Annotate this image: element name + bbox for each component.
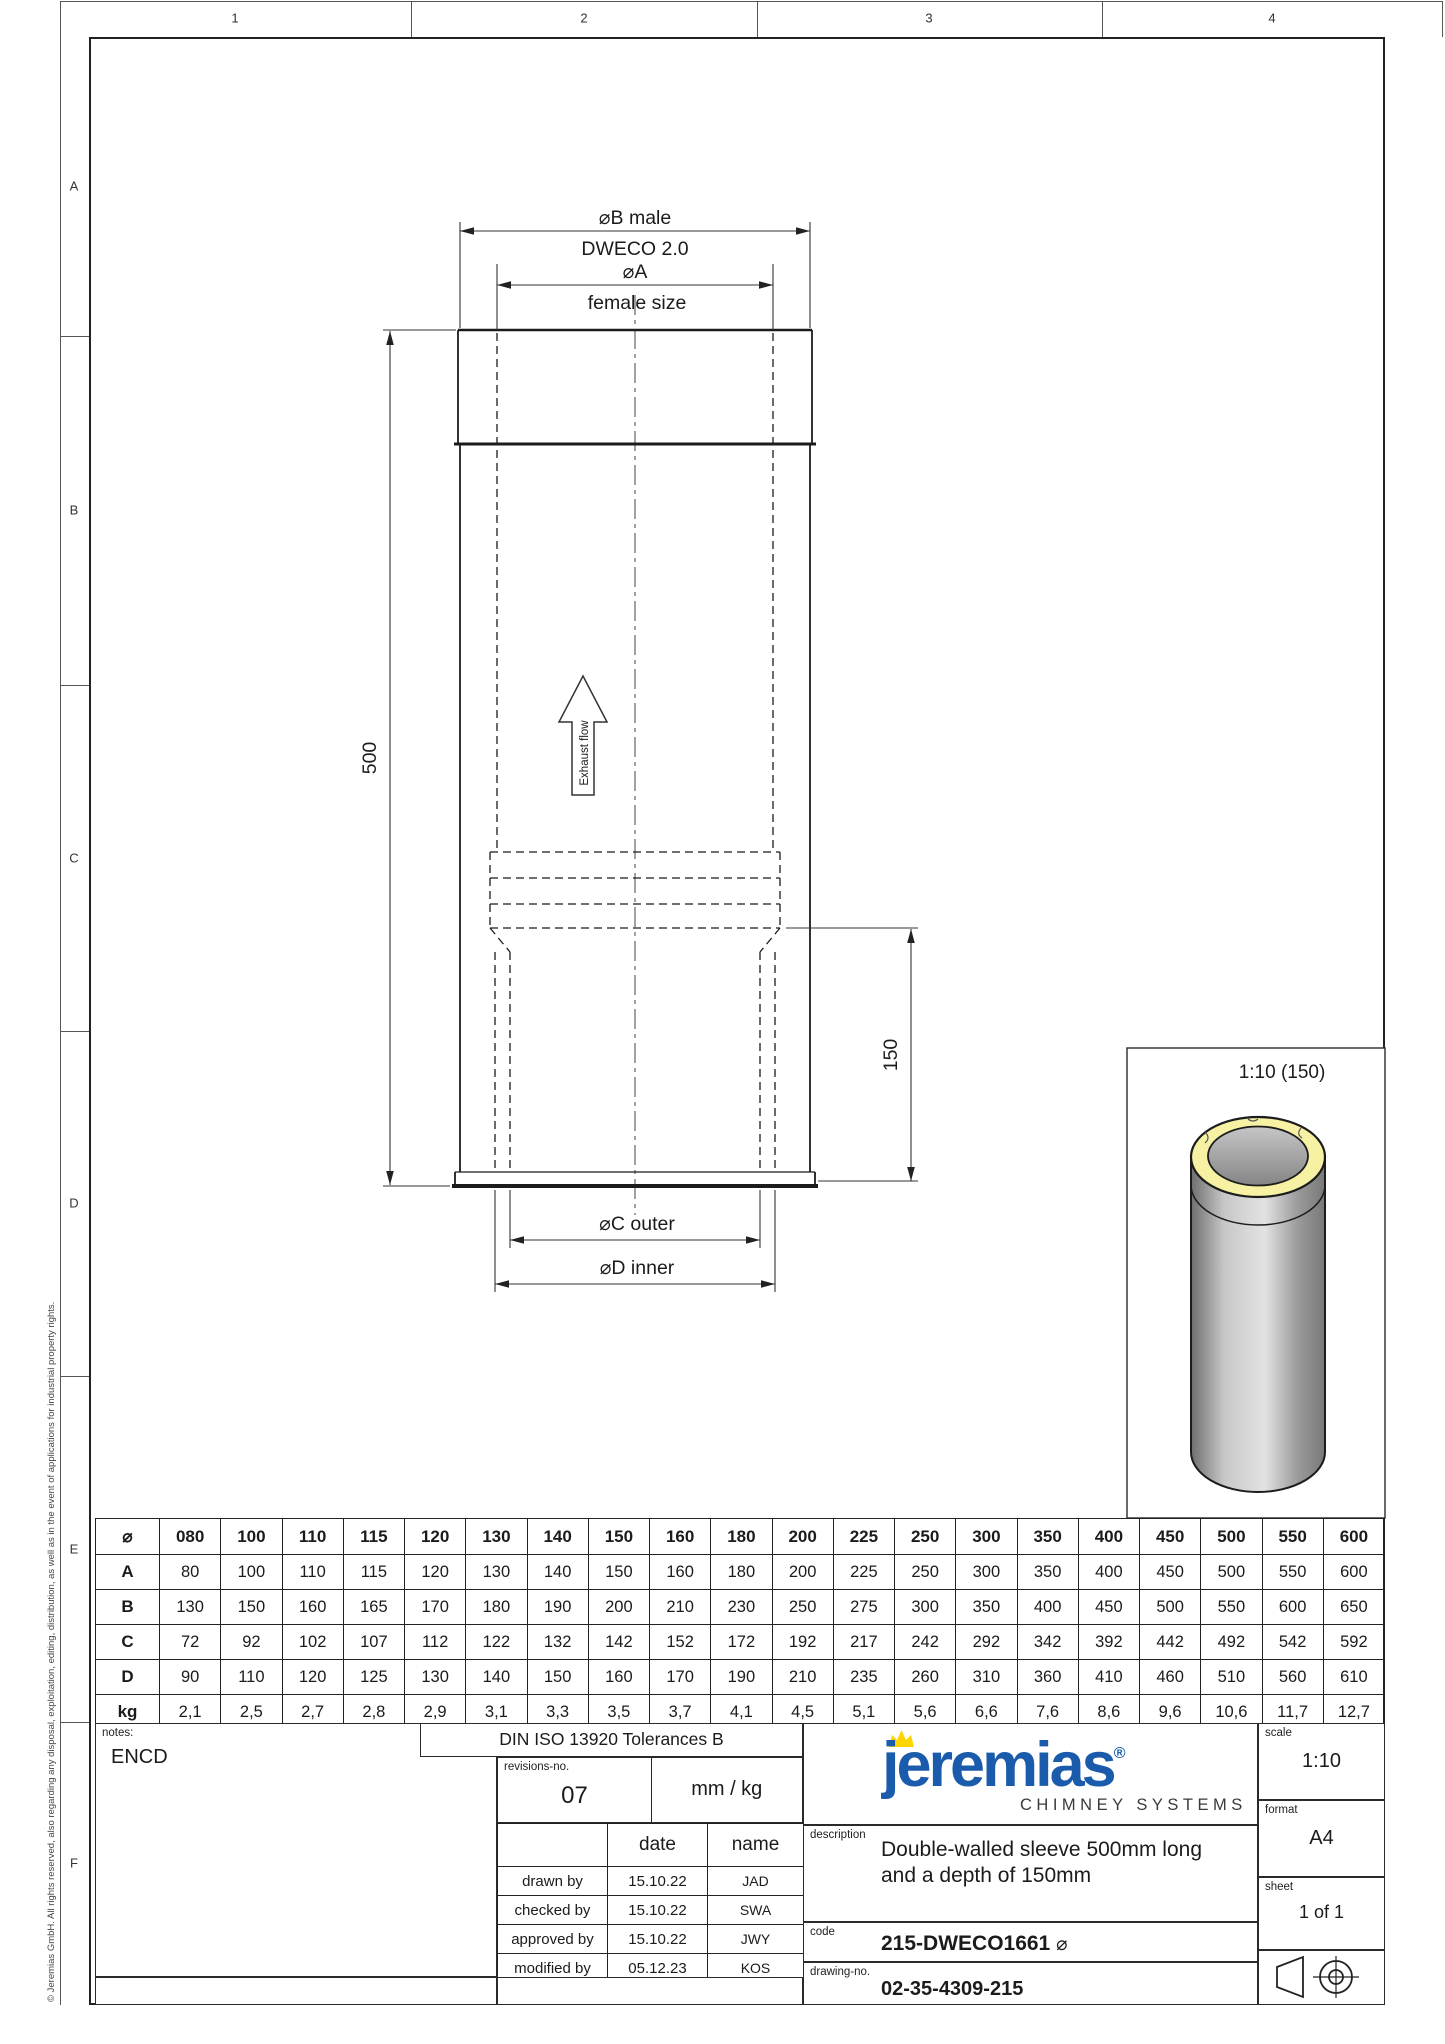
size-table-cell: 107 (343, 1625, 404, 1660)
signature-cell: approved by (498, 1925, 608, 1954)
description-box (803, 1825, 1258, 1922)
units-value: mm / kg (691, 1778, 763, 1800)
size-table-cell: 2,7 (282, 1695, 343, 1730)
size-table-cell: 500 (1201, 1519, 1262, 1555)
size-table-cell: 72 (160, 1625, 221, 1660)
size-table-cell: 120 (405, 1555, 466, 1590)
size-table-cell: 142 (588, 1625, 649, 1660)
size-table-cell: 210 (772, 1660, 833, 1695)
size-table-cell: 350 (956, 1590, 1017, 1625)
size-table-cell: 550 (1262, 1519, 1323, 1555)
size-table-cell: 150 (221, 1590, 282, 1625)
sheet-box (1258, 1877, 1385, 1950)
size-table-cell: 550 (1262, 1555, 1323, 1590)
row-label: F (70, 1855, 78, 1871)
size-table-cell: 190 (711, 1660, 772, 1695)
size-table-cell: 160 (650, 1519, 711, 1555)
size-table-cell: 110 (282, 1555, 343, 1590)
size-table-cell: 492 (1201, 1625, 1262, 1660)
code-box (803, 1922, 1258, 1962)
size-table-cell: 242 (895, 1625, 956, 1660)
size-table-cell: 4,1 (711, 1695, 772, 1730)
column-label: 1 (231, 10, 239, 26)
size-table-cell: 235 (833, 1660, 894, 1695)
signature-cell: KOS (708, 1954, 804, 1983)
size-table-cell: 080 (160, 1519, 221, 1555)
size-table-row (96, 1555, 1385, 1590)
signature-cell: JWY (708, 1925, 804, 1954)
size-table-cell: 230 (711, 1590, 772, 1625)
signature-cell: checked by (498, 1896, 608, 1925)
size-table-cell: 4,5 (772, 1695, 833, 1730)
size-table-cell: 300 (956, 1519, 1017, 1555)
size-table-row (96, 1590, 1385, 1625)
size-table-cell: 152 (650, 1625, 711, 1660)
scale-label: scale (1265, 1727, 1292, 1739)
size-table-cell: 450 (1140, 1555, 1201, 1590)
size-table-cell: 550 (1201, 1590, 1262, 1625)
size-table-cell: 115 (343, 1555, 404, 1590)
signature-header-blank (498, 1824, 608, 1867)
code-label: code (810, 1926, 835, 1938)
projection-box (1258, 1950, 1385, 2005)
size-table-cell: 250 (895, 1555, 956, 1590)
signature-cell: drawn by (498, 1867, 608, 1896)
signature-cell: 15.10.22 (608, 1896, 708, 1925)
size-table-cell: 500 (1140, 1590, 1201, 1625)
size-table-cell: 3,5 (588, 1695, 649, 1730)
size-table (95, 1518, 1385, 1730)
scale-box (1258, 1723, 1385, 1800)
size-table-cell: A (96, 1555, 160, 1590)
sheet-value: 1 of 1 (1298, 1902, 1345, 1922)
size-table-cell: 310 (956, 1660, 1017, 1695)
dim-c-outer-label: ⌀C outer (599, 1213, 675, 1235)
size-table-cell: 102 (282, 1625, 343, 1660)
dim-a-label: ⌀A (622, 261, 648, 283)
drawing-no-value: 02-35-4309-215 (881, 1978, 1024, 2000)
row-label: A (69, 178, 79, 194)
size-table-cell: 180 (711, 1519, 772, 1555)
registered-mark: ® (1113, 1745, 1126, 1762)
size-table-cell: 132 (527, 1625, 588, 1660)
format-label: format (1265, 1804, 1298, 1816)
size-table-cell: 275 (833, 1590, 894, 1625)
dim-500-label: 500 (359, 741, 381, 775)
size-table-cell: 172 (711, 1625, 772, 1660)
size-table-cell: 160 (650, 1555, 711, 1590)
size-table-cell: 130 (160, 1590, 221, 1625)
size-table-cell: 125 (343, 1660, 404, 1695)
size-table-cell: 500 (1201, 1555, 1262, 1590)
size-table-cell: 450 (1140, 1519, 1201, 1555)
size-table-cell: 2,9 (405, 1695, 466, 1730)
dimension-lines (383, 222, 918, 1292)
size-table-cell: 360 (1017, 1660, 1078, 1695)
size-table-cell: 7,6 (1017, 1695, 1078, 1730)
size-table-cell: 11,7 (1262, 1695, 1323, 1730)
signature-cell: 15.10.22 (608, 1925, 708, 1954)
signature-cell: 05.12.23 (608, 1954, 708, 1983)
size-table-cell: 5,6 (895, 1695, 956, 1730)
size-table-cell: 460 (1140, 1660, 1201, 1695)
column-label: 3 (925, 10, 933, 26)
size-table-cell: 140 (527, 1519, 588, 1555)
size-table-cell: 250 (895, 1519, 956, 1555)
bottom-strip-mid (497, 1977, 803, 2005)
column-label: 2 (580, 10, 588, 26)
size-table-cell: 90 (160, 1660, 221, 1695)
size-table-cell: 2,5 (221, 1695, 282, 1730)
code-value: 215-DWECO1661 ⌀ (881, 1932, 1068, 1955)
size-table-cell: 260 (895, 1660, 956, 1695)
tolerance-box (420, 1723, 803, 1757)
notes-box (95, 1723, 497, 1977)
signature-row (498, 1867, 804, 1896)
size-table-cell: 400 (1078, 1555, 1139, 1590)
size-table-cell: 120 (282, 1660, 343, 1695)
size-table-cell: 3,3 (527, 1695, 588, 1730)
dim-d-inner-label: ⌀D inner (599, 1257, 675, 1279)
signature-row (498, 1925, 804, 1954)
size-table-cell: C (96, 1625, 160, 1660)
size-table-cell: 9,6 (1140, 1695, 1201, 1730)
size-table-cell: 610 (1323, 1660, 1384, 1695)
dim-150-label: 150 (880, 1038, 902, 1072)
size-table-cell: 400 (1017, 1590, 1078, 1625)
dimension-arrowheads (386, 227, 915, 1288)
sheet-label: sheet (1265, 1881, 1294, 1893)
size-table-cell: 110 (221, 1660, 282, 1695)
size-table-cell: 8,6 (1078, 1695, 1139, 1730)
size-table-cell: 160 (588, 1660, 649, 1695)
size-table-cell: 442 (1140, 1625, 1201, 1660)
dim-dweco-label: DWECO 2.0 (581, 238, 689, 260)
size-table-cell: kg (96, 1695, 160, 1730)
size-table-cell: 400 (1078, 1519, 1139, 1555)
size-table-cell: 600 (1262, 1590, 1323, 1625)
signature-cell: JAD (708, 1867, 804, 1896)
name-header: name (708, 1824, 804, 1867)
size-table-row (96, 1660, 1385, 1695)
format-box (1258, 1800, 1385, 1877)
size-table-cell: 130 (466, 1555, 527, 1590)
projection-symbol-icon (1271, 1953, 1366, 2003)
signature-row (498, 1896, 804, 1925)
size-table-cell: 10,6 (1201, 1695, 1262, 1730)
description-line1: Double-walled sleeve 500mm long (881, 1838, 1203, 1861)
size-table-cell: 112 (405, 1625, 466, 1660)
size-table-cell: 210 (650, 1590, 711, 1625)
size-table-cell: D (96, 1660, 160, 1695)
size-table-cell: 150 (527, 1660, 588, 1695)
size-table-cell: 100 (221, 1555, 282, 1590)
drawing-no-label: drawing-no. (810, 1966, 871, 1978)
size-table-cell: 342 (1017, 1625, 1078, 1660)
size-table-cell: 510 (1201, 1660, 1262, 1695)
pipe-3d-render (1191, 1117, 1325, 1492)
size-table-cell: 140 (527, 1555, 588, 1590)
revisions-box (497, 1757, 652, 1823)
size-table-cell: 300 (895, 1590, 956, 1625)
size-table-cell: 250 (772, 1590, 833, 1625)
size-table-cell: ⌀ (96, 1519, 160, 1555)
size-table-cell: 3,1 (466, 1695, 527, 1730)
size-table-cell: 160 (282, 1590, 343, 1625)
signature-cell: modified by (498, 1954, 608, 1983)
size-table-cell: 115 (343, 1519, 404, 1555)
size-table-cell: 542 (1262, 1625, 1323, 1660)
size-table-cell: 200 (772, 1555, 833, 1590)
size-table-cell: 2,1 (160, 1695, 221, 1730)
signature-table (497, 1823, 804, 1983)
column-label: 4 (1268, 10, 1276, 26)
size-table-cell: 120 (405, 1519, 466, 1555)
size-table-cell: 650 (1323, 1590, 1384, 1625)
size-table-cell: 122 (466, 1625, 527, 1660)
tolerance-text: DIN ISO 13920 Tolerances B (499, 1729, 724, 1749)
revisions-label: revisions-no. (504, 1761, 570, 1773)
size-table-cell: 170 (405, 1590, 466, 1625)
size-table-cell: 225 (833, 1519, 894, 1555)
bottom-strip-left (95, 1977, 497, 2005)
size-table-cell: 350 (1017, 1555, 1078, 1590)
inset-scale-label: 1:10 (150) (1238, 1062, 1326, 1083)
size-table-cell: 200 (588, 1590, 649, 1625)
size-table-cell: 100 (221, 1519, 282, 1555)
size-table-cell: 5,1 (833, 1695, 894, 1730)
size-table-cell: 450 (1078, 1590, 1139, 1625)
size-table-cell: 92 (221, 1625, 282, 1660)
size-table-cell: 6,6 (956, 1695, 1017, 1730)
size-table-cell: 592 (1323, 1625, 1384, 1660)
row-label: C (69, 850, 79, 866)
dim-b-male-label: ⌀B male (598, 207, 672, 229)
size-table-cell: 600 (1323, 1555, 1384, 1590)
code-diameter-symbol: ⌀ (1056, 1934, 1068, 1955)
revisions-value: 07 (561, 1782, 588, 1809)
brand-subtitle: CHIMNEY SYSTEMS (1020, 1796, 1247, 1814)
size-table-cell: 292 (956, 1625, 1017, 1660)
signature-cell: 15.10.22 (608, 1867, 708, 1896)
size-table-cell: 110 (282, 1519, 343, 1555)
dim-female-size-label: female size (587, 292, 687, 314)
size-table-cell: 300 (956, 1555, 1017, 1590)
notes-value: ENCD (111, 1746, 168, 1768)
size-table-cell: 130 (466, 1519, 527, 1555)
notes-label: notes: (102, 1727, 134, 1739)
size-table-cell: 200 (772, 1519, 833, 1555)
size-table-cell: 350 (1017, 1519, 1078, 1555)
size-table-cell: 560 (1262, 1660, 1323, 1695)
size-table-cell: 410 (1078, 1660, 1139, 1695)
date-header: date (608, 1824, 708, 1867)
size-table-cell: B (96, 1590, 160, 1625)
brand-box (803, 1723, 1258, 1825)
size-table-cell: 225 (833, 1555, 894, 1590)
description-label: description (810, 1829, 866, 1841)
row-label: D (69, 1195, 79, 1211)
size-table-cell: 192 (772, 1625, 833, 1660)
size-table-cell: 2,8 (343, 1695, 404, 1730)
size-table-cell: 12,7 (1323, 1695, 1384, 1730)
size-table-cell: 180 (466, 1590, 527, 1625)
size-table-cell: 3,7 (650, 1695, 711, 1730)
inner-liner (1208, 1127, 1308, 1186)
size-table-cell: 140 (466, 1660, 527, 1695)
size-table-cell: 130 (405, 1660, 466, 1695)
row-label: B (69, 502, 79, 518)
size-table-cell: 80 (160, 1555, 221, 1590)
drawing-no-box (803, 1962, 1258, 2005)
brand-wordmark: jeremias® (882, 1730, 1126, 1800)
size-table-cell: 190 (527, 1590, 588, 1625)
size-table-cell: 600 (1323, 1519, 1384, 1555)
description-line2: and a depth of 150mm (881, 1864, 1092, 1887)
size-table-cell: 392 (1078, 1625, 1139, 1660)
signature-cell: SWA (708, 1896, 804, 1925)
size-table-cell: 217 (833, 1625, 894, 1660)
size-table-cell: 150 (588, 1555, 649, 1590)
size-table-row (96, 1625, 1385, 1660)
scale-value: 1:10 (1302, 1750, 1341, 1772)
exhaust-flow-label: Exhaust flow (579, 720, 591, 786)
format-value: A4 (1309, 1827, 1334, 1849)
size-table-cell: 165 (343, 1590, 404, 1625)
size-table-cell: 180 (711, 1555, 772, 1590)
units-box (651, 1757, 804, 1823)
copyright-text: © Jeremias GmbH. All rights reserved, also regarding any disposal, exploitation, editing, distribution, as well as in the event of applications for industrial property rights. (46, 1301, 57, 2002)
row-label: E (69, 1541, 79, 1557)
size-table-cell: 150 (588, 1519, 649, 1555)
signature-header-row (498, 1824, 804, 1867)
size-table-cell: 170 (650, 1660, 711, 1695)
signature-block (497, 1823, 803, 1977)
